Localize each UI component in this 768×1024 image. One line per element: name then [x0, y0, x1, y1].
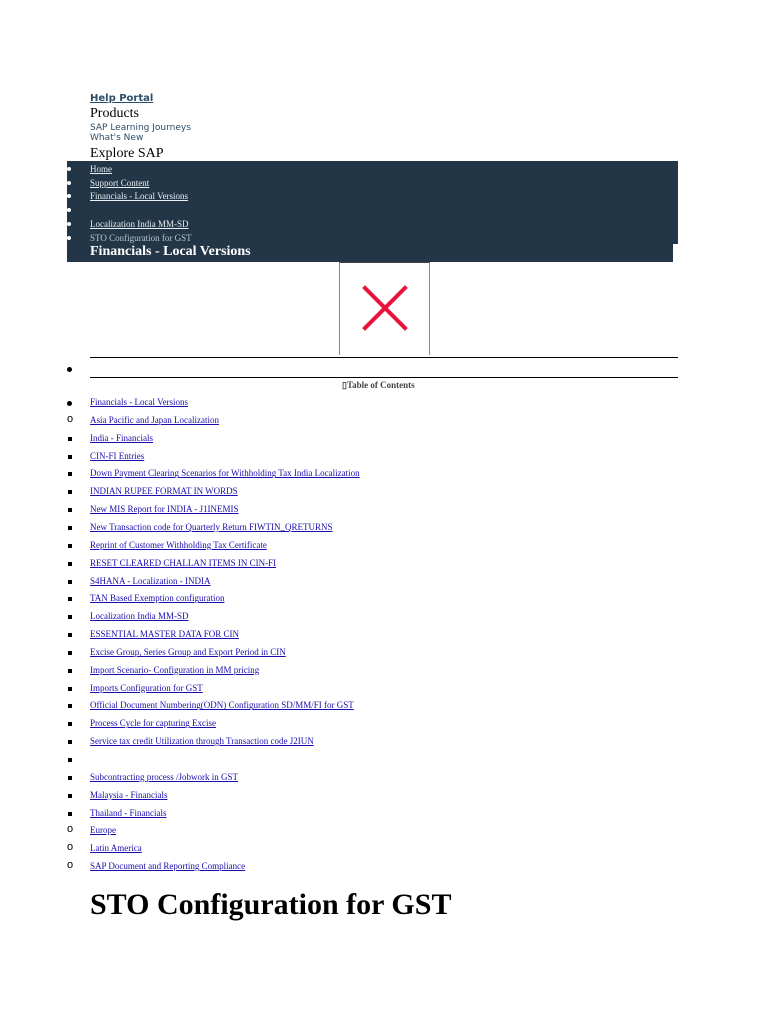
toc-item[interactable] [0, 861, 700, 875]
explore-sap-menu[interactable]: Explore SAP [90, 146, 164, 161]
help-portal-link[interactable]: Help Portal [90, 93, 154, 104]
toc-link[interactable]: INDIAN RUPEE FORMAT IN WORDS [90, 486, 238, 497]
toc-item[interactable] [0, 611, 700, 625]
toc-item[interactable] [0, 576, 700, 590]
breadcrumb-bullet [67, 181, 71, 185]
toc-link[interactable]: TAN Based Exemption configuration [90, 593, 225, 604]
square-bullet [68, 740, 72, 744]
toc-link[interactable]: ESSENTIAL MASTER DATA FOR CIN [90, 629, 239, 640]
square-bullet [68, 687, 72, 691]
section-title: Financials - Local Versions [90, 244, 251, 259]
toc-link[interactable]: Malaysia - Financials [90, 789, 168, 800]
broken-image [339, 262, 430, 355]
breadcrumb-bullet [67, 167, 71, 171]
toc-link[interactable]: Service tax credit Utilization through Transaction code J2IUN [90, 736, 314, 747]
divider [90, 357, 678, 358]
square-bullet [68, 437, 72, 441]
toc-link[interactable]: Process Cycle for capturing Excise [90, 718, 216, 729]
toc-link[interactable]: Reprint of Customer Withholding Tax Certificate [90, 539, 267, 550]
square-bullet [68, 704, 72, 708]
circle-bullet: o [67, 841, 74, 854]
circle-bullet: o [67, 823, 74, 836]
toc-item[interactable] [0, 451, 700, 465]
breadcrumb-bullet [67, 222, 71, 226]
toc-item[interactable] [0, 397, 700, 411]
square-bullet [68, 580, 72, 584]
square-bullet [68, 758, 72, 762]
toc-title-text: Table of Contents [346, 380, 415, 390]
toc-link[interactable]: RESET CLEARED CHALLAN ITEMS IN CIN-FI [90, 557, 277, 568]
toc-item[interactable] [0, 522, 700, 536]
toc-item[interactable] [0, 665, 700, 679]
toc-link[interactable]: Localization India MM-SD [90, 611, 189, 622]
square-bullet [68, 669, 72, 673]
breadcrumb-bullet [67, 236, 71, 240]
toc-item[interactable] [0, 647, 700, 661]
toc-link[interactable]: Excise Group, Series Group and Export Period in CIN [90, 646, 286, 657]
toc-link[interactable]: Financials - Local Versions [90, 397, 189, 407]
toc-item[interactable] [0, 486, 700, 500]
square-bullet [68, 490, 72, 494]
toc-link[interactable]: Thailand - Financials [90, 807, 167, 818]
square-bullet [68, 455, 72, 459]
toc-link[interactable]: India - Financials [90, 432, 153, 443]
toc-item[interactable] [0, 433, 700, 447]
square-bullet [68, 722, 72, 726]
toc-item[interactable] [0, 504, 700, 518]
toc-link[interactable]: Imports Configuration for GST [90, 682, 203, 693]
toc-item[interactable] [0, 593, 700, 607]
toc-link[interactable]: Latin America [90, 843, 142, 854]
divider [90, 377, 678, 378]
toc-title: ▯Table of Contents [342, 380, 415, 390]
x-icon [362, 285, 408, 331]
circle-bullet: o [67, 859, 74, 872]
toc-link[interactable]: New MIS Report for INDIA - J1INEMIS [90, 504, 239, 515]
toc-item[interactable] [0, 790, 700, 804]
square-bullet [68, 544, 72, 548]
toc-link[interactable]: CIN-FI Entries [90, 450, 145, 461]
toc-item[interactable] [0, 825, 700, 839]
breadcrumb-financials[interactable]: Financials - Local Versions [90, 191, 189, 201]
list-bullet [67, 367, 72, 372]
whats-new-link[interactable]: What's New [90, 133, 144, 143]
square-bullet [68, 776, 72, 780]
square-bullet [68, 794, 72, 798]
square-bullet [68, 615, 72, 619]
toc-link[interactable]: New Transaction code for Quarterly Return FIWTIN_QRETURNS [90, 521, 333, 532]
breadcrumb-bullet [67, 208, 71, 212]
square-bullet [68, 562, 72, 566]
toc-item[interactable] [0, 700, 700, 714]
circle-bullet: o [67, 412, 74, 425]
toc-item[interactable] [0, 558, 700, 572]
learning-journeys-link[interactable]: SAP Learning Journeys [90, 123, 191, 133]
toc-link[interactable]: Europe [90, 825, 116, 836]
toc-link[interactable]: Subcontracting process /Jobwork in GST [90, 771, 238, 782]
page-title: STO Configuration for GST [90, 888, 452, 921]
breadcrumb-support-content[interactable]: Support Content [90, 178, 150, 188]
toc-item[interactable] [0, 629, 700, 643]
toc-item[interactable] [0, 772, 700, 786]
toc-link[interactable]: SAP Document and Reporting Compliance [90, 861, 246, 872]
square-bullet [68, 812, 72, 816]
toc-item[interactable] [0, 683, 700, 697]
square-bullet [68, 651, 72, 655]
toc-item[interactable] [0, 808, 700, 822]
toc-item[interactable] [0, 412, 700, 429]
toc-item[interactable] [0, 754, 700, 768]
toc-item[interactable] [0, 843, 700, 857]
toc-item[interactable] [0, 736, 700, 750]
toc-link[interactable]: S4HANA - Localization - INDIA [90, 575, 211, 586]
breadcrumb-home[interactable]: Home [90, 164, 112, 174]
products-menu[interactable]: Products [90, 106, 139, 121]
toc-link[interactable]: Import Scenario- Configuration in MM pricing [90, 664, 260, 675]
square-bullet [68, 597, 72, 601]
breadcrumb-bullet [67, 194, 71, 198]
toc-link[interactable]: Official Document Numbering(ODN) Configuration SD/MM/FI for GST [90, 700, 354, 711]
square-bullet [68, 508, 72, 512]
toc-item[interactable] [0, 468, 700, 482]
square-bullet [68, 472, 72, 476]
disc-bullet [67, 401, 72, 406]
toc-link[interactable]: Asia Pacific and Japan Localization [90, 414, 219, 425]
square-bullet [68, 633, 72, 637]
breadcrumb-band [67, 161, 678, 244]
breadcrumb-localization-india[interactable]: Localization India MM-SD [90, 219, 189, 229]
breadcrumb-current: STO Configuration for GST [90, 233, 192, 243]
toc-item[interactable] [0, 540, 700, 554]
square-bullet [68, 526, 72, 530]
toc-item[interactable] [0, 718, 700, 732]
toc-link[interactable]: Down Payment Clearing Scenarios for Withholding Tax India Localization [90, 468, 360, 479]
